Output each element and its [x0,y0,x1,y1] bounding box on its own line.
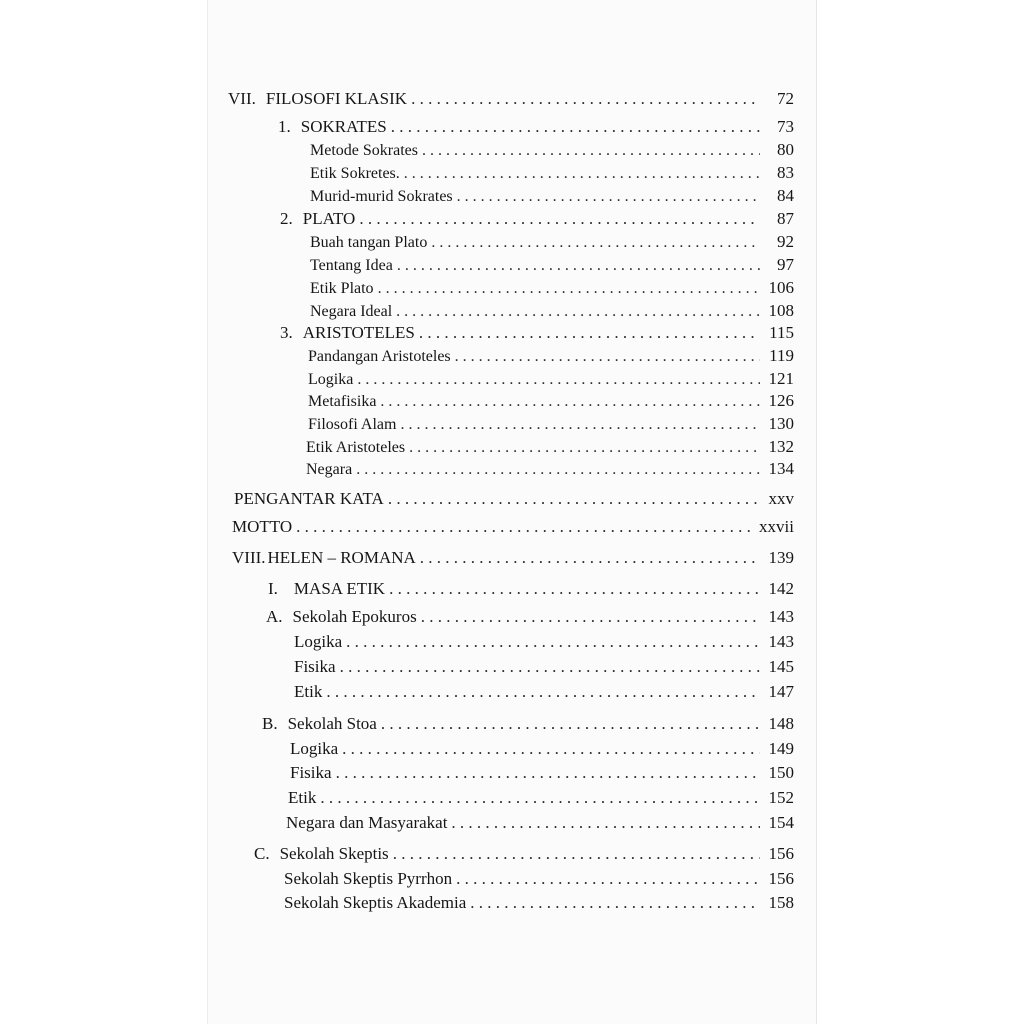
toc-entry-label: FILOSOFI KLASIK [265,89,408,108]
dot-leader [419,322,760,344]
dot-leader [340,656,760,678]
toc-entry-label: PENGANTAR KATA [234,489,384,508]
toc-entry-page: 119 [769,346,794,365]
toc-entry-page: 126 [768,391,794,410]
toc-entry-page: 97 [777,255,794,274]
toc-entry [254,843,794,865]
dot-leader [404,163,760,185]
dot-leader [356,459,760,481]
toc-entry-page: 106 [768,278,794,297]
toc-entry-page: 143 [768,632,794,651]
toc-entry-page: xxvii [759,517,794,536]
toc-entry-label: PLATO [302,209,356,228]
toc-entry [268,578,794,600]
dot-leader [391,116,760,138]
toc-entry-label: Tentang Idea [310,257,393,274]
dot-leader [455,346,760,368]
toc-entry [294,681,794,703]
toc-entry-page: 148 [768,714,794,733]
toc-entry-label: Sekolah Skeptis Pyrrhon [284,869,453,888]
toc-entry-label: Sekolah Skeptis [279,844,389,863]
toc-entry-label: Metode Sokrates [310,142,418,159]
toc-entry-page: 73 [777,117,794,136]
toc-entry-page: 152 [768,788,794,807]
toc-entry [294,656,794,678]
dot-leader [326,681,760,703]
toc-entry-label: Etik [288,788,317,807]
dot-leader [409,437,760,459]
toc-entry [308,390,794,412]
toc-entry [262,713,794,735]
toc-entry-page: 121 [768,369,794,388]
toc-entry-page: 80 [777,140,794,159]
toc-entry [290,738,794,760]
toc-entry-page: 156 [768,844,794,863]
toc-entry [310,139,794,161]
toc-entry-number: A. [266,607,283,626]
toc-entry [228,88,794,110]
toc-entry [308,345,794,367]
toc-entry-label: Murid-murid Sokrates [310,188,453,205]
toc-entry [234,488,794,510]
toc-entry-label: Sekolah Stoa [287,714,377,733]
toc-entry-label: Logika [294,632,343,651]
toc-entry-label: MASA ETIK [293,579,386,598]
dot-leader [380,391,760,413]
dot-leader [456,868,760,890]
dot-leader [296,516,755,538]
toc-entry-page: 156 [768,869,794,888]
toc-entry-page: 145 [768,657,794,676]
dot-leader [336,762,760,784]
dot-leader [342,738,760,760]
toc-entry [232,516,794,538]
toc-entry-page: 83 [777,163,794,182]
toc-entry-number: B. [262,714,278,733]
dot-leader [420,547,760,569]
toc-entry-page: 154 [768,813,794,832]
dot-leader [470,892,760,914]
toc-entry-label: Buah tangan Plato [310,234,428,251]
toc-entry [280,322,794,344]
toc-entry [306,436,794,458]
toc-entry [294,631,794,653]
toc-entry [232,547,794,569]
toc-entry-page: 92 [777,232,794,251]
toc-entry-page: 142 [768,579,794,598]
toc-entry-page: 134 [768,459,794,478]
toc-entry-label: Sekolah Epokuros [292,607,417,626]
dot-leader [357,369,760,391]
toc-entry-page: 132 [768,437,794,456]
toc-entry [288,787,794,809]
toc-entry [308,368,794,390]
dot-leader [359,208,760,230]
toc-entry [310,185,794,207]
dot-leader [320,787,760,809]
toc-entry [278,116,794,138]
toc-entry-label: Negara dan Masyarakat [286,813,448,832]
table-of-contents [208,0,816,1024]
dot-leader [396,301,760,323]
toc-entry-label: MOTTO [232,517,293,536]
toc-entry-number: 1. [278,117,291,136]
dot-leader [400,414,760,436]
toc-entry-page: 108 [768,301,794,320]
dot-leader [451,812,760,834]
toc-entry [286,812,794,834]
toc-entry [266,606,794,628]
dot-leader [346,631,760,653]
toc-entry-label: Negara Ideal [310,303,393,320]
toc-entry-label: SOKRATES [300,117,387,136]
toc-entry-label: Metafisika [308,393,377,410]
toc-entry-label: Logika [308,371,354,388]
toc-entry-label: Fisika [290,763,332,782]
toc-entry-page: 158 [768,893,794,912]
toc-entry-label: Negara [306,461,353,478]
toc-entry-page: 139 [768,548,794,567]
toc-entry-label: Filosofi Alam [308,416,397,433]
dot-leader [388,488,760,510]
toc-entry-number: C. [254,844,270,863]
book-page [208,0,816,1024]
toc-entry-page: 84 [777,186,794,205]
toc-entry-label: Etik Sokretes. [310,165,400,182]
dot-leader [397,255,760,277]
toc-entry-number: VII. [228,89,256,108]
toc-entry-page: 147 [768,682,794,701]
dot-leader [421,606,760,628]
toc-entry-label: Sekolah Skeptis Akademia [284,893,467,912]
toc-entry-number: 3. [280,323,293,342]
toc-entry [310,300,794,322]
toc-entry-page: 149 [768,739,794,758]
toc-entry-label: Etik [294,682,323,701]
toc-entry [310,254,794,276]
toc-entry-page: 72 [777,89,794,108]
toc-entry-label: Fisika [294,657,336,676]
toc-entry [310,277,794,299]
toc-entry-number: 2. [280,209,293,228]
dot-leader [457,186,760,208]
dot-leader [381,713,760,735]
toc-entry-label: Pandangan Aristoteles [308,348,451,365]
dot-leader [422,140,760,162]
toc-entry-label: Etik Plato [310,280,374,297]
toc-entry-page: 150 [768,763,794,782]
toc-entry-number: I. [268,579,278,598]
dot-leader [378,278,760,300]
toc-entry [308,413,794,435]
toc-entry [310,231,794,253]
toc-entry-page: 115 [769,323,794,342]
dot-leader [393,843,760,865]
toc-entry-page: 87 [777,209,794,228]
toc-entry-label: Etik Aristoteles [306,439,406,456]
toc-entry [310,162,794,184]
toc-entry [306,458,794,480]
toc-entry-page: xxv [768,489,794,508]
toc-entry [284,892,794,914]
toc-entry-page: 143 [768,607,794,626]
toc-entry [280,208,794,230]
toc-entry-label: HELEN – ROMANA [267,548,416,567]
toc-entry [284,868,794,890]
toc-entry-number: VIII. [232,548,266,567]
toc-entry [290,762,794,784]
toc-entry-page: 130 [768,414,794,433]
toc-entry-label: ARISTOTELES [302,323,415,342]
dot-leader [389,578,760,600]
dot-leader [431,232,760,254]
dot-leader [411,88,760,110]
toc-entry-label: Logika [290,739,339,758]
